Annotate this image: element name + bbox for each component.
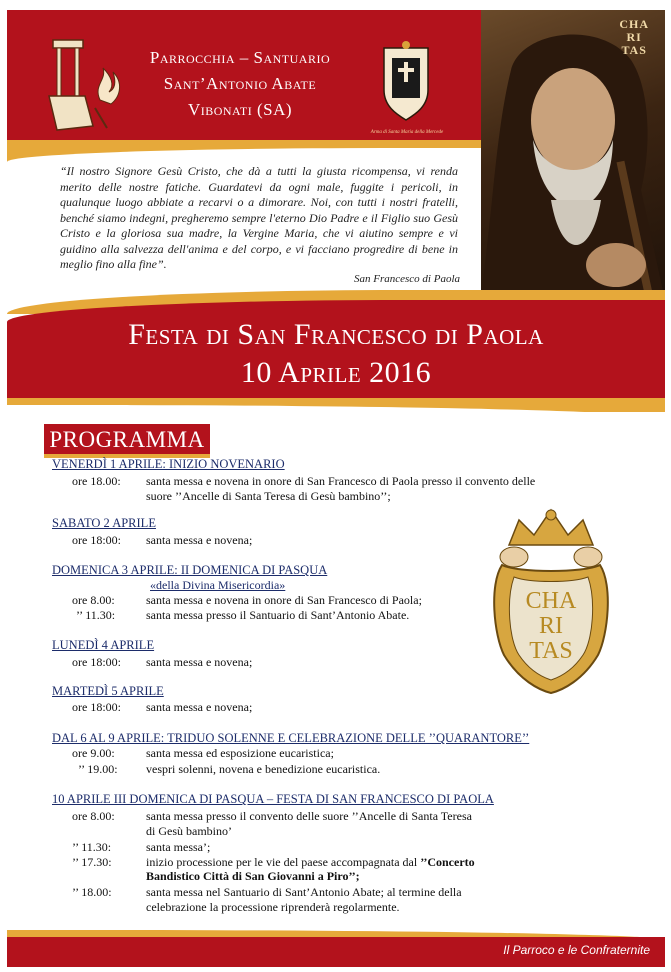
emblem-text-1: CHA [525,588,577,614]
event-d2-1: santa messa e novena; [146,533,253,547]
time-d2-1: ore 18:00: [72,533,121,547]
time-d7-4: ’’ 18.00: [72,885,112,899]
event-d1-1b: suore ’’Ancelle di Santa Teresa di Gesù bambino’’; [146,489,391,503]
event-d7-1b: di Gesù bambino’ [146,824,232,838]
event-d7-3a [146,855,475,870]
day-heading-3: DOMENICA 3 APRILE: II DOMENICA DI PASQUA [52,563,328,577]
event-d7-4b: celebrazione la processione riprenderà regolarmente. [146,900,400,914]
eucharist-symbol-icon [45,30,125,140]
parish-location: Vibonati (SA) [187,100,293,119]
event-title: Festa di San Francesco di Paola [128,318,544,351]
event-d6-1: santa messa ed esposizione eucaristica; [146,746,334,760]
time-d1-1: ore 18.00: [72,474,121,488]
day-heading-4: LUNEDÌ 4 APRILE [52,638,155,652]
crest-caption: Arma di Santa Maria della Mercede [370,130,444,135]
event-d4-1: santa messa e novena; [146,655,253,669]
event-d5-1: santa messa e novena; [146,700,253,714]
event-d7-3a-bold: ’’Concerto [420,855,475,869]
event-d7-2: santa messa’; [146,840,211,854]
day-subheading-3: «della Divina Misericordia» [150,578,286,592]
time-d4-1: ore 18:00: [72,655,121,669]
parish-sanctuary: Sant’Antonio Abate [163,74,317,93]
event-d7-4a: santa messa nel Santuario di Sant’Antonio Abate; al termine della [146,885,462,899]
event-d7-3a-text: inizio processione per le vie del paese accompagnata dal [146,855,421,869]
event-d7-3b: Bandistico Città di San Giovanni a Piro’’; [146,869,360,883]
portrait-caption-line: TAS [621,43,647,57]
event-d6-2: vespri solenni, novena e benedizione eucaristica. [146,762,381,776]
day-heading-1: VENERDÌ 1 APRILE: INIZIO NOVENARIO [52,457,285,471]
time-d3-2: ’’ 11.30: [76,608,116,622]
crest-icon [378,40,434,122]
time-d5-1: ore 18:00: [72,700,121,714]
footer-signature: Il Parroco e le Confraternite [503,943,650,957]
charitas-emblem-icon [484,505,618,695]
quote-author: San Francesco di Paola [353,273,460,285]
event-date: 10 Aprile 2016 [240,356,432,389]
day-heading-7: 10 APRILE III DOMENICA DI PASQUA – FESTA DI SAN FRANCESCO DI PAOLA [52,792,494,806]
saint-quote: “Il nostro Signore Gesù Cristo, che dà a tutti la giusta ricompensa, vi renda merito delle nostre fatiche. Guardatevi da ogni male, fuggite i pericoli, in qualunque luogo abbiate a recarvi o a dimorare. Noi, con tutti i nostri fratelli, benché siamo indegni, pregheremo sempre l'eterno Dio Padre e il Figlio suo Gesù Cristo e la gloriosa sua madre, la Vergine Maria, che vi aiutino sempre e vi guidino alla salvezza dell'anima e del corpo, e vi facciano progredire di bene in meglio fino alla fine”. [60,164,458,271]
programma-label: PROGRAMMA [49,427,205,452]
emblem-text-3: TAS [529,638,573,664]
portrait-charitas-label [619,18,649,57]
time-d6-2: ’’ 19.00: [78,762,118,776]
event-d1-1a: santa messa e novena in onore di San Francesco di Paola presso il convento delle [146,474,536,488]
time-d3-1: ore 8.00: [72,593,115,607]
event-d3-2: santa messa presso il Santuario di Sant’Antonio Abate. [146,608,410,622]
time-d7-1: ore 8.00: [72,809,115,823]
day-heading-2: SABATO 2 APRILE [52,516,156,530]
time-d6-1: ore 9.00: [72,746,115,760]
time-d7-2: ’’ 11.30: [72,840,112,854]
saint-portrait [481,10,665,300]
time-d7-3: ’’ 17.30: [72,855,112,869]
event-d3-1: santa messa e novena in onore di San Francesco di Paola; [146,593,422,607]
emblem-text-2: RI [539,613,563,639]
portrait-caption-line: RI [626,30,642,44]
event-d7-1a: santa messa presso il convento delle suore ’’Ancelle di Santa Teresa [146,809,472,823]
portrait-caption-line: CHA [619,17,649,31]
day-heading-6: DAL 6 AL 9 APRILE: TRIDUO SOLENNE E CELEBRAZIONE DELLE ’’QUARANTORE’’ [52,731,530,745]
parish-name: Parrocchia – Santuario [149,48,331,67]
day-heading-5: MARTEDÌ 5 APRILE [52,684,164,698]
